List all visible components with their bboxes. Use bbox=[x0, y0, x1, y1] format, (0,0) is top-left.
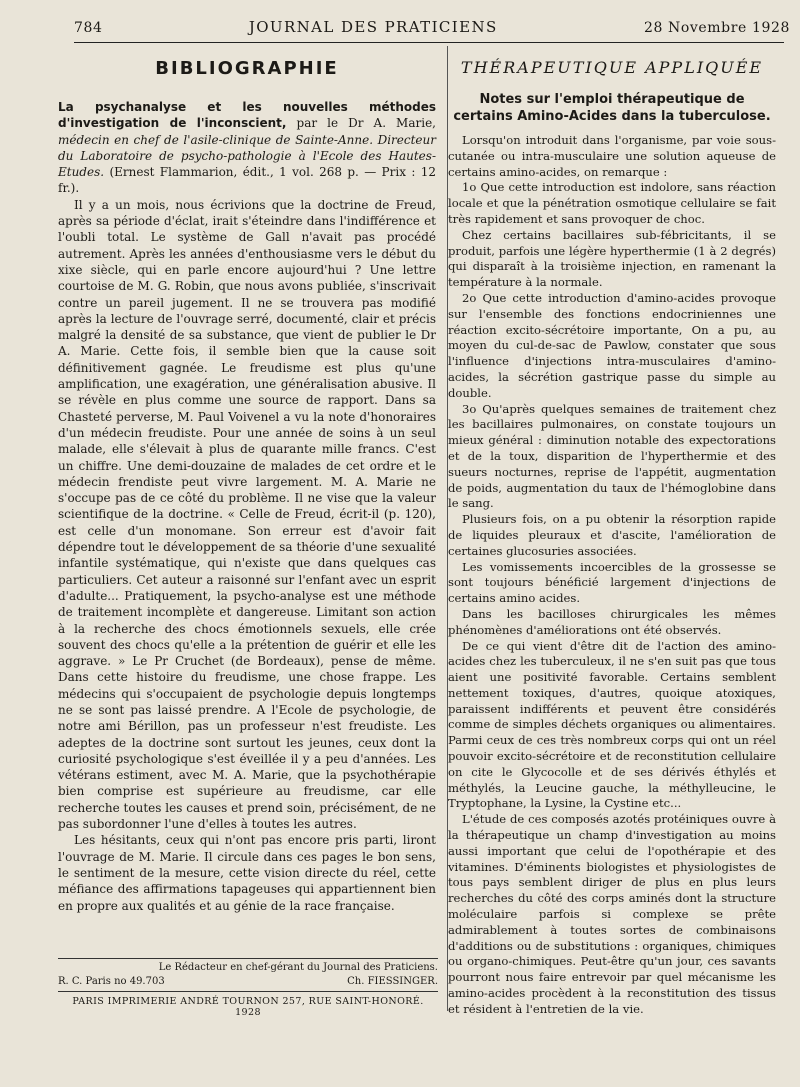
book-citation bbox=[58, 99, 436, 197]
review-paragraph: Les hésitants, ceux qui n'ont pas encore pris parti, liront l'ouvrage de M. Marie. Il circule dans ces pages le bon sens, le sentiment de la mesure, cette vision directe du réel, cette méfiance des affirmations tapageuses qui appartiennent bien en propre aux qualités et au génie de la race française. bbox=[58, 833, 436, 913]
journal-title: JOURNAL DES PRATICIENS bbox=[248, 18, 498, 36]
section-title-bibliographie: BIBLIOGRAPHIE bbox=[155, 58, 339, 79]
article-paragraph: De ce qui vient d'être dit de l'action des amino-acides chez les tuberculeux, il ne s'en suit pas que tous aient une positivité favorable. Certains semblent nettement toxiques, d'autres, quoique atoxiques, paraissent indifférents et peuvent être considérés comme de simples déchets organiques ou alimentaires. Parmi ceux de ces très nombreux corps qui ont un réel pouvoir excito-sécrétoire et de reconstitution cellulaire on cite le Glycocolle et de ses dérivés éthylés et méthylés, la Leucine gauche, la méthylleucine, le Tryptophane, la Lysine, la Cystine etc... bbox=[448, 638, 776, 811]
issue-date: 28 Novembre 1928 bbox=[643, 20, 790, 36]
right-column bbox=[448, 58, 776, 1018]
book-title: La psychanalyse et les nouvelles méthodes d'investigation de l'inconscient, bbox=[58, 100, 436, 131]
printer-line: PARIS IMPRIMERIE ANDRÉ TOURNON 257, RUE SAINT-HONORÉ. 1928 bbox=[72, 996, 424, 1018]
article-paragraph: Dans les bacilloses chirurgicales les mêmes phénomènes d'améliorations ont été observés. bbox=[448, 606, 776, 637]
article-title: Notes sur l'emploi thérapeutique de certains Amino-Acides dans la tuberculose. bbox=[453, 92, 771, 124]
footer-rule-bottom bbox=[58, 991, 438, 992]
article-paragraph: Les vomissements incoercibles de la grossesse se sont toujours bénéficié largement d'injections de certains amino acides. bbox=[448, 559, 776, 606]
article-paragraph: Lorsqu'on introduit dans l'organisme, par voie sous-cutanée ou intra-musculaire une solution aqueuse de certains amino-acides, on remarque : bbox=[448, 133, 776, 179]
footer-rc: R. C. Paris no 49.703 bbox=[58, 976, 165, 987]
page-header bbox=[74, 18, 790, 42]
footer-editor-line: Le Rédacteur en chef-gérant du Journal des Praticiens. bbox=[158, 962, 438, 973]
footer-registration-line bbox=[58, 976, 438, 987]
left-column bbox=[58, 58, 436, 914]
review-paragraph: Il y a un mois, nous écrivions que la doctrine de Freud, après sa période d'éclat, irait s'éteindre dans l'indifférence et l'oubli total. Le système de Gall n'avait pas procédé autrement. Après les années d'enthousiasme vers le début du xixe siècle, qui en parle encore aujourd'hui ? Une lettre courtoise de M. G. Robin, que nous avons publiée, s'inscrivait contre un pareil jugement. Il ne se trouvera pas modifié après la lecture de l'ouvrage serré, documenté, clair et précis malgré la densité de sa substance, que vient de publier le Dr A. Marie. Cette fois, il semble bien que la cause soit définitivement gagnée. Le freudisme est plus qu'une amplification, une exagération, une généralisation abusive. Il se révèle en plus comme une source de rapport. Dans sa Chasteté perverse, M. Paul Voivenel a vu la note d'honoraires d'un médecin freudiste. Pour une année de soins à un seul malade, elle s'élevait à plus de quarante mille francs. C'est un chiffre. Une demi-douzaine de malades de cet ordre et le médecin frendiste peut vivre largement. M. A. Marie ne s'occupe pas de ce côté du problème. Il ne vise que la valeur scientifique de la doctrine. « Celle de Freud, écrit-il (p. 120), est celle d'un monomane. Son erreur est d'avoir fait dépendre tout le développement de sa théorie d'une sexualité infantile systématique, qui n'existe que dans quelques cas particuliers. Cet auteur a raisonné sur l'enfant avec un esprit d'adulte... Pratiquement, la psycho-analyse est une méthode de traitement incomplète et dangereuse. Limitant son action à la recherche des chocs émotionnels sexuels, elle crée souvent des chocs qu'elle a la prétention de guérir et elle les aggrave. » Le Pr Cruchet (de Bordeaux), pense de même. Dans cette histoire du freudisme, une chose frappe. Les médecins qui s'occupaient de psychologie depuis longtemps ne se sont pas laissé prendre. A l'Ecole de psychologie, de notre ami Bérillon, pas un professeur n'est freudiste. Les adeptes de la doctrine sont surtout les jeunes, ceux dont la curiosité psychologique s'est éveillée il y a peu d'années. Les vétérans estiment, avec M. A. Marie, que la psychothérapie bien comprise est supérieure au freudisme, car elle recherche toutes les causes et prend soin, précisément, de ne pas subordonner l'une d'elles à toutes les autres. bbox=[58, 197, 436, 832]
article-paragraph: 2o Que cette introduction d'amino-acides provoque sur l'ensemble des fonctions endocriniennes une réaction excito-sécrétoire importante, On a pu, au moyen du cul-de-sac de Pawlow, constater que sous l'influence d'injections intra-musculaires d'amino-acides, la sécrétion gastrique passe du simple au double. bbox=[448, 290, 776, 400]
footer-name: Ch. FIESSINGER. bbox=[347, 976, 438, 987]
section-title-therapeutique: THÉRAPEUTIQUE APPLIQUÉE bbox=[460, 58, 764, 77]
footer-rule bbox=[58, 958, 438, 959]
page-number: 784 bbox=[74, 20, 103, 36]
header-rule bbox=[74, 42, 784, 43]
article-paragraph: 1o Que cette introduction est indolore, sans réaction locale et que la pénétration osmotique cellulaire se fait très rapidement et sans provoquer de choc. bbox=[448, 180, 776, 226]
publication-info: (Ernest Flammarion, édit., 1 vol. 268 p. — Prix : 12 fr.). bbox=[58, 165, 436, 196]
book-author: par le Dr A. Marie, bbox=[296, 116, 436, 131]
article-paragraph: L'étude de ces composés azotés protéiniques ouvre à la thérapeutique un champ d'investigation au moins aussi important que celui de l'opothérapie et des vitamines. D'éminents biologistes et physiologistes de tous pays semblent diriger de plus en plus leurs recherches du côté des corps aminés dont la structure moléculaire parfois si complexe se prête admirablement à toutes sortes de combinaisons d'additions ou de substitutions : organiques, chimiques ou organo-chimiques. Peut-être qu'un jour, ces savants pourront nous faire entrevoir par quel mécanisme les amino-acides procèdent à la reconstitution des tissus et résident à l'entretien de la vie. bbox=[448, 812, 776, 1016]
article-paragraph: Chez certains bacillaires sub-fébricitants, il se produit, parfois une légère hyperthermie (1 à 2 degrés) qui disparaît à la troisième injection, en ramenant la température à la normale. bbox=[448, 227, 776, 290]
article-paragraph: 3o Qu'après quelques semaines de traitement chez les bacillaires pulmonaires, on constate toujours un mieux général : diminution notable des expectorations et de la toux, disparition de l'hyperthermie et des sueurs nocturnes, reprise de l'appétit, augmentation de poids, augmentation du taux de l'hémoglobine dans le sang. bbox=[448, 401, 776, 511]
article-paragraph: Plusieurs fois, on a pu obtenir la résorption rapide de liquides pleuraux et d'ascite, l'amélioration de certaines glucosuries associées. bbox=[448, 512, 776, 558]
author-role: médecin en chef de l'asile-clinique de Sainte-Anne. Directeur du Laboratoire de psycho-pathologie à l'Ecole des Hautes-Etudes. bbox=[58, 132, 436, 180]
